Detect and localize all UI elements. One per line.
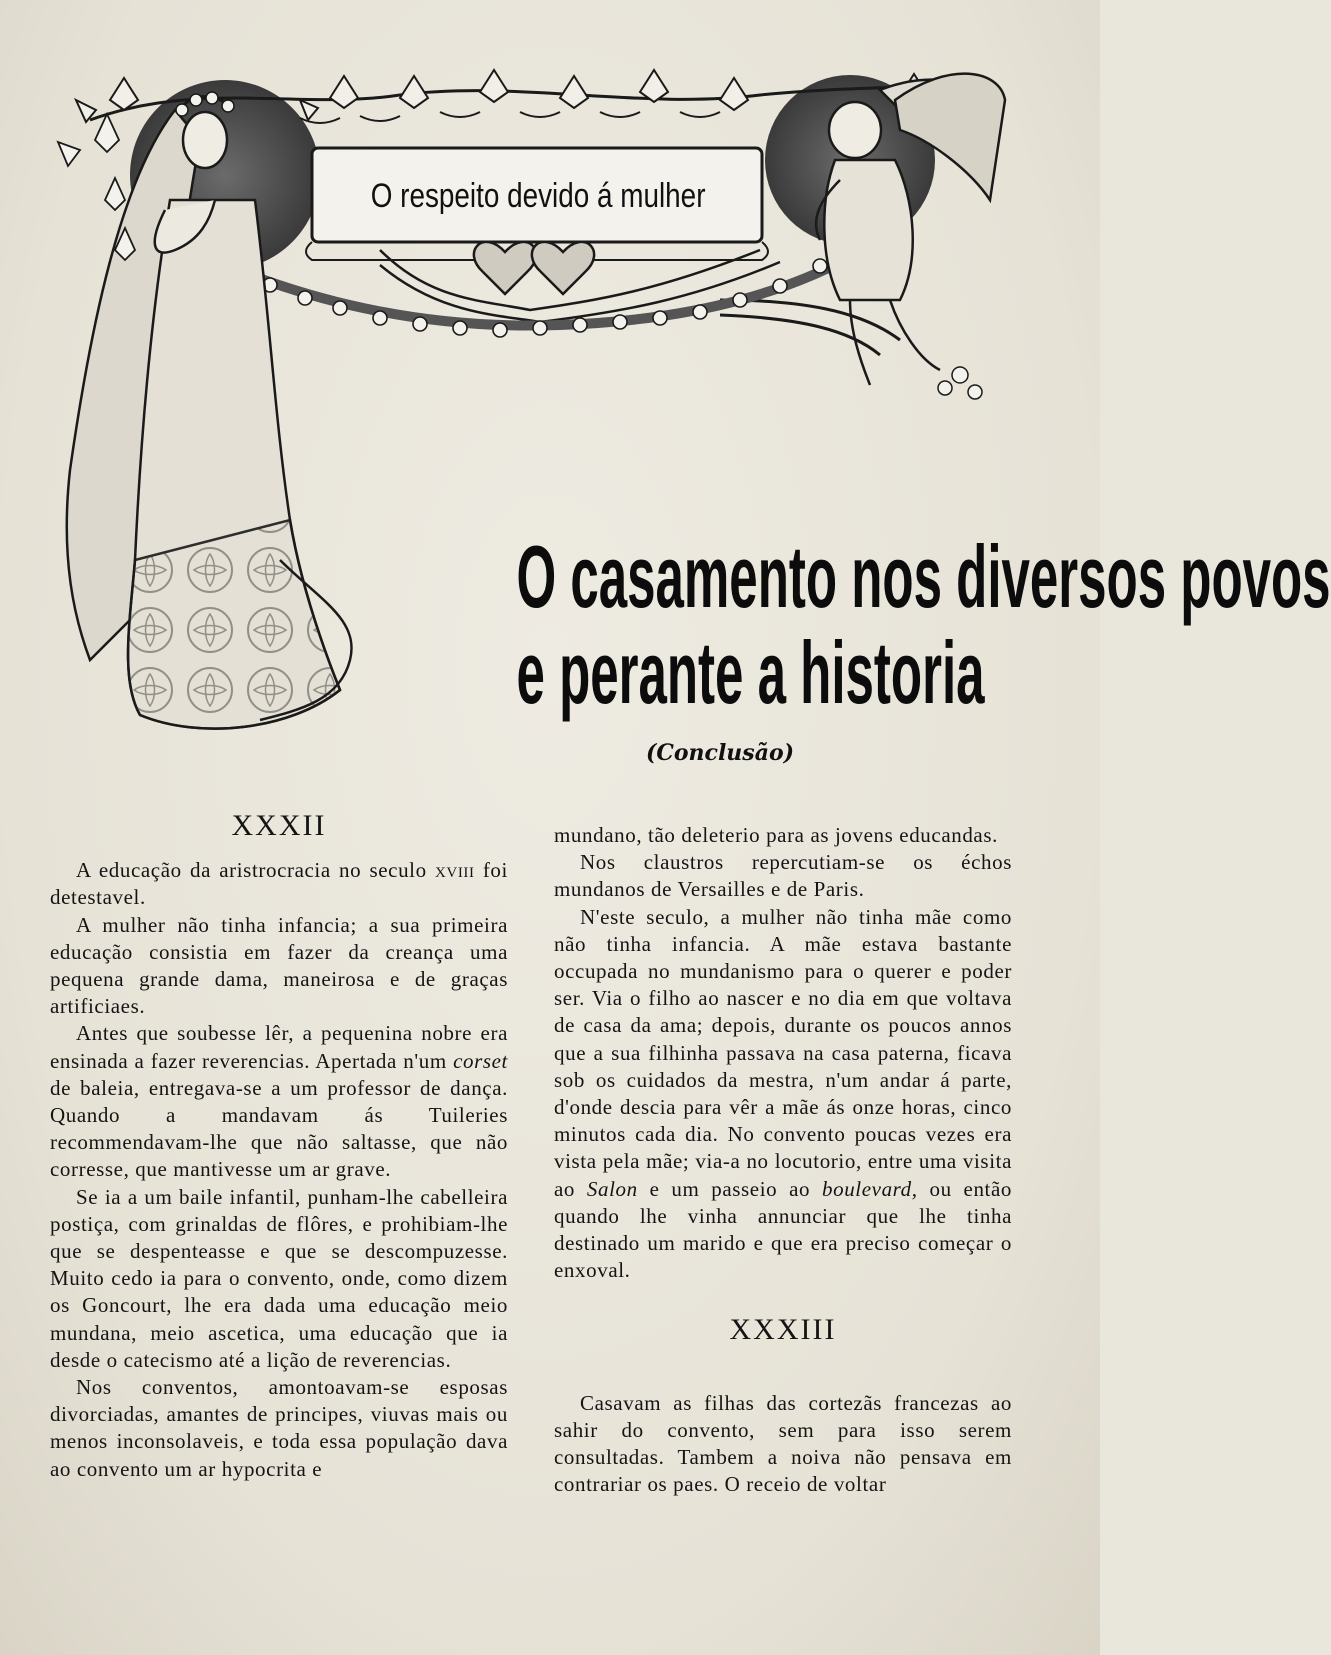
paragraph: A mulher não tinha infancia; a sua primeira educação consistia em fazer da creança uma pequena grande dama, maneirosa e de graças artificiaes. — [50, 912, 508, 1019]
paragraph: Casavam as filhas das cortezãs francezas ao sahir do convento, sem para isso serem consultadas. Tambem a noiva não pensava em contrariar os paes. O receio de voltar — [554, 1390, 1012, 1497]
italic-word: Salon — [586, 1176, 638, 1201]
article-title-line-2: e perante a historia — [516, 622, 985, 722]
paragraph-text: ou então quando lhe vinha annunciar que lhe tinha destinado um marido e que era preciso começar o enxoval. — [554, 1176, 1013, 1283]
paragraph: mundano, tão deleterio para as jovens educandas. — [554, 823, 998, 847]
right-text-column — [554, 822, 1012, 1498]
paragraph-text: de baleia, entregava-se a um professor de dança. Quando a mandavam ás Tuileries recommendavam-lhe que não saltasse, que não corresse, que mantivesse um ar grave. — [50, 1075, 508, 1182]
century-numeral: xviii — [434, 858, 475, 883]
section-banner — [318, 150, 758, 242]
left-text-column — [50, 809, 508, 1483]
paragraph: Se ia a um baile infantil, punham-lhe cabelleira postiça, com grinaldas de flôres, e prohibiam-lhe que se despenteasse e que se descompuzesse. Muito cedo ia para o convento, onde, como dizem os Goncourt, lhe era dada uma educação meio mundana, meio ascetica, uma educação que ia desde o catecismo até a lição de reverencias. — [50, 1184, 508, 1372]
section-banner-title: O respeito devido á mulher — [370, 176, 706, 215]
paragraph-text: N'este seculo, a mulher não tinha mãe como não tinha infancia. A mãe estava bastante occupada no mundanismo para o querer e poder ser. Via o filho ao nascer e no dia em que voltava de casa da ama; depois, durante os poucos annos que a sua filhinha passava na casa paterna, ficava sob os cuidados da mestra, n'um andar á parte, d'onde descia para vêr a mãe ás onze horas, cinco minutos cada dia. No convento poucas vezes era vista pela mãe; via-a no locutorio, entre uma visita ao — [554, 904, 1012, 1201]
article-subtitle: (Conclusão) — [645, 740, 795, 766]
paragraph-text: e um passeio ao — [649, 1176, 811, 1201]
paragraph — [50, 857, 508, 911]
paragraph: Nos claustros repercutiam-se os échos mundanos de Versailles e de Paris. — [554, 850, 1012, 902]
paragraph-text: foi detestavel. — [50, 858, 508, 910]
chapter-heading-xxxiii: XXXIII — [729, 1313, 837, 1347]
cherub-figure — [816, 74, 1005, 399]
paragraph-text: Antes que soubesse lêr, a pequenina nobre era ensinada a fazer reverencias. Apertada n'um — [50, 1021, 508, 1073]
italic-word: corset — [453, 1048, 508, 1073]
paragraph-text: A educação da aristrocracia no seculo — [76, 858, 427, 883]
article-title-line-1: O casamento nos diversos povos — [516, 526, 1331, 626]
paragraph — [554, 904, 1012, 1285]
chapter-heading-xxxii: XXXII — [231, 809, 327, 842]
paragraph: Nos conventos, amontoavam-se esposas divorciadas, amantes de principes, viuvas mais ou menos inconsolaveis, e toda essa população dava ao convento um ar hypocrita e — [50, 1375, 508, 1481]
italic-word: boulevard, — [822, 1176, 918, 1201]
paragraph — [50, 1020, 508, 1183]
article-title — [516, 526, 1331, 722]
